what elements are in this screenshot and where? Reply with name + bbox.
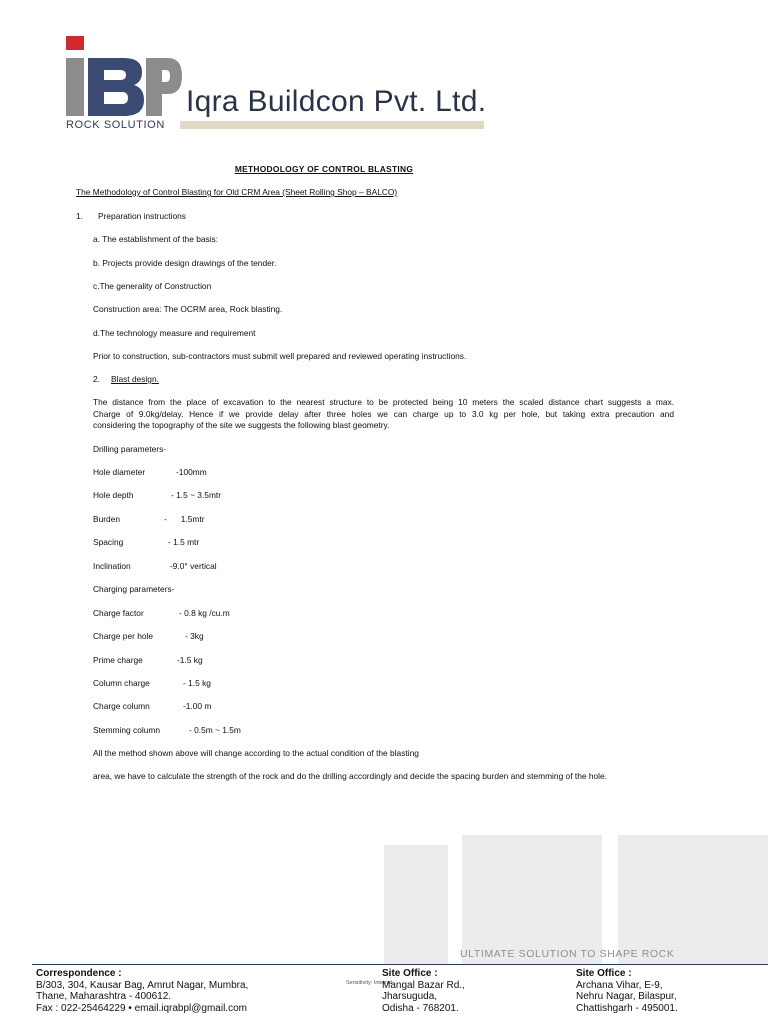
address-line: Mangal Bazar Rd., <box>382 979 465 991</box>
param-label: Spacing <box>93 537 124 547</box>
address-line: Archana Vihar, E-9, <box>576 979 663 991</box>
site-office-2 <box>576 968 678 1014</box>
section1-title: Preparation instructions <box>98 211 186 221</box>
paragraph-line: Charge of 9.0kg/delay. Hence if we provide delay after three holes we can charge up to 3.0 kg per hole, but taking extra precaution and <box>93 408 674 419</box>
param-value: - 1.5 ~ 3.5mtr <box>171 490 222 500</box>
param-label: Charge column <box>93 701 150 711</box>
correspondence-title: Correspondence : <box>36 968 122 979</box>
company-logo <box>64 52 182 120</box>
section2-number: 2. <box>93 374 100 384</box>
section1-number: 1. <box>76 211 83 221</box>
closing-line-2: area, we have to calculate the strength of the rock and do the drilling accordingly and decide the spacing burden and stemming of the hole. <box>93 771 607 781</box>
list-item: d.The technology measure and requirement <box>93 328 256 338</box>
param-value: - 0.8 kg /cu.m <box>179 608 230 618</box>
param-value: -100mm <box>176 467 207 477</box>
paragraph-line: The distance from the place of excavation to the nearest structure to be protected being 10 meters the scaled distance chart suggests a max. <box>93 397 674 407</box>
address-line: Chattishgarh - 495001. <box>576 1002 678 1014</box>
list-item: Construction area: The OCRM area, Rock blasting. <box>93 304 283 314</box>
list-item: Prior to construction, sub-contractors must submit well prepared and reviewed operating instructions. <box>93 351 467 361</box>
sensitivity-label: Sensitivity: Internal <box>346 980 393 986</box>
section2-title: Blast design. <box>111 374 159 384</box>
paragraph-line: considering the topography of the site we suggests the following blast geometry. <box>93 420 390 430</box>
param-value: -1.00 m <box>183 701 212 711</box>
param-value: - 1.5 kg <box>183 678 211 688</box>
param-label: Hole diameter <box>93 467 146 477</box>
param-value: - 0.5m ~ 1.5m <box>189 725 241 735</box>
address-line: B/303, 304, Kausar Bag, Amrut Nagar, Mumbra, <box>36 979 249 991</box>
footer-divider <box>32 964 768 965</box>
param-value: - 3kg <box>185 631 204 641</box>
watermark-logo <box>382 835 768 965</box>
header-underline <box>180 121 484 129</box>
address-line: Nehru Nagar, Bilaspur, <box>576 991 677 1002</box>
charging-heading: Charging parameters- <box>93 584 175 594</box>
correspondence-block <box>36 968 248 1014</box>
blast-design-paragraph <box>93 397 674 432</box>
list-item: c.The generality of Construction <box>93 281 212 291</box>
site-office-title: Site Office : <box>382 968 438 979</box>
contact-line: Fax : 022-25464229 • email.iqrabpl@gmail.com <box>36 1002 247 1014</box>
watermark-tagline: ULTIMATE SOLUTION TO SHAPE ROCK <box>460 948 675 960</box>
company-name: Iqra Buildcon Pvt. Ltd. <box>186 85 487 118</box>
param-label: Prime charge <box>93 655 143 665</box>
param-value: - 1.5 mtr <box>168 537 200 547</box>
logo-red-square <box>66 36 84 50</box>
site-office-1 <box>382 968 465 1014</box>
param-value: -1.5 kg <box>177 655 203 665</box>
list-item: a. The establishment of the basis: <box>93 234 219 244</box>
param-label: Column charge <box>93 678 150 688</box>
document-subtitle: The Methodology of Control Blasting for Old CRM Area (Sheet Rolling Shop – BALCO) <box>76 187 398 197</box>
param-label: Hole depth <box>93 490 134 500</box>
param-label: Stemming column <box>93 725 161 735</box>
param-label: Charge per hole <box>93 631 154 641</box>
logo-tagline: ROCK SOLUTION <box>66 119 165 131</box>
param-label: Charge factor <box>93 608 144 618</box>
address-line: Jharsuguda, <box>382 991 438 1002</box>
param-label: Burden <box>93 514 121 524</box>
param-value: - 1.5mtr <box>164 514 205 524</box>
document-title: METHODOLOGY OF CONTROL BLASTING <box>234 164 414 174</box>
address-line: Odisha - 768201. <box>382 1002 459 1014</box>
drilling-heading: Drilling parameters- <box>93 444 167 454</box>
address-line: Thane, Maharashtra - 400612. <box>36 991 172 1002</box>
list-item: b. Projects provide design drawings of the tender. <box>93 258 277 268</box>
closing-line-1: All the method shown above will change according to the actual condition of the blasting <box>93 748 419 758</box>
param-value: -9.0° vertical <box>170 561 217 571</box>
site-office-title: Site Office : <box>576 968 632 979</box>
param-label: Inclination <box>93 561 131 571</box>
